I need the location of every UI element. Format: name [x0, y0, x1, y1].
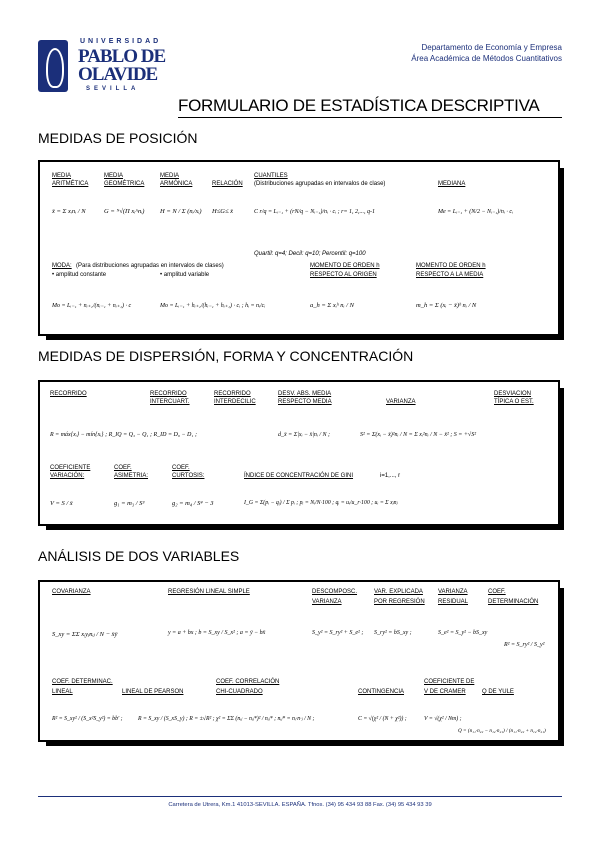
- formula-moda-variable: Mo = Lᵢ₋₁ + hᵢ₊₁/(hᵢ₋₁ + hᵢ₊₁) · cᵢ ; hᵢ = nᵢ/cᵢ: [160, 303, 266, 309]
- formula-chi: χ² = ΣΣ (nᵢⱼ − nᵢⱼ*)² / nᵢⱼ* ; nᵢⱼ* = nᵢ·n·ⱼ / N ;: [216, 716, 315, 722]
- formula-cramer: V = √(χ² / Nm) ;: [424, 716, 462, 722]
- formula-pearson: R = S_xy / (S_xS_y) ; R = ±√R² ;: [138, 716, 215, 722]
- label-moda: MODA:: [52, 263, 72, 269]
- formula-mediana: Me = Lᵢ₋₁ + (N/2 − Nᵢ₋₁)/nᵢ · cᵢ: [438, 209, 513, 215]
- section-heading-dispersion: MEDIDAS DE DISPERSIÓN, FORMA Y CONCENTRACIÓN: [38, 348, 414, 364]
- formula-coef-asim: g₁ = m₃ / S³: [114, 500, 145, 507]
- label-cuantiles: CUANTILES: [254, 173, 288, 179]
- formula-covarianza: S_xy = ΣΣ xᵢyⱼnᵢⱼ / N − x̄ȳ: [52, 631, 118, 638]
- label-coef-det-lin-1: COEF. DETERMINAC.: [52, 679, 113, 685]
- formula-relacion: H≤G≤ x̄: [212, 208, 234, 215]
- label-relacion: RELACIÓN: [212, 181, 243, 187]
- formula-momento-origen: a_h = Σ xᵢʰ nᵢ / N: [310, 302, 354, 309]
- formula-coef-var: V = S / x̄: [50, 500, 73, 507]
- formula-coef-curt: g₂ = m₄ / S⁴ − 3: [172, 500, 214, 507]
- label-coef-det-1: COEF.: [488, 589, 506, 595]
- label-cramer-1: COEFICIENTE DE: [424, 679, 475, 685]
- label-coef-det-2: DETERMINACIÓN: [488, 599, 539, 605]
- label-coef-var-1: COEFICIENTE: [50, 465, 91, 471]
- footer-address: Carretera de Utrera, Km.1 41013-SEVILLA. ESPAÑA. Tfnos. (34) 95 434 93 88 Fax. (34) 95 434 93 39: [168, 802, 432, 808]
- label-desv-media-2: RESPECTO MEDIA: [278, 399, 332, 405]
- label-gini: ÍNDICE DE CONCENTRACIÓN DE GINI: [244, 473, 354, 479]
- label-yule: Q DE YULE: [482, 689, 514, 695]
- formula-contingencia: C = √(χ² / (N + χ²)) ;: [358, 716, 407, 722]
- formula-media-armonica: H = N / Σ (nᵢ/xᵢ): [160, 208, 202, 215]
- label-rec-interdecil-1: RECORRIDO: [214, 391, 251, 397]
- formula-media-aritmetica: x̄ = Σ xᵢnᵢ / N: [52, 208, 86, 215]
- label-descompos-2: VARIANZA: [312, 599, 342, 605]
- formula-var-resid: S_e² = S_y² − bS_xy: [438, 630, 488, 636]
- label-media-armonica-2: ARMÓNICA: [160, 181, 193, 187]
- university-logo: [38, 36, 188, 94]
- label-covarianza: COVARIANZA: [52, 589, 91, 595]
- formula-recorridos: R = máx{xᵢ} − mín{xᵢ} ; R_IQ = Q₃ − Q₁ ; R_ID = D₉ − D₁ ;: [50, 432, 197, 438]
- label-momento-media-2: RESPECTO A LA MEDIA: [416, 272, 484, 278]
- label-momento-media-1: MOMENTO DE ORDEN h: [416, 263, 486, 269]
- formula-var-expl: S_ry² = bS_xy ;: [374, 630, 412, 636]
- label-coef-corr-2: CHI-CUADRADO: [216, 689, 263, 695]
- label-var-expl-1: VAR. EXPLICADA: [374, 589, 423, 595]
- label-momento-origen-1: MOMENTO DE ORDEN h: [310, 263, 380, 269]
- logo-name-line1: PABLO DE: [78, 46, 166, 67]
- label-descompos-1: DESCOMPOSC.: [312, 589, 358, 595]
- label-coef-curt-1: COEF.: [172, 465, 190, 471]
- label-recorrido: RECORRIDO: [50, 391, 87, 397]
- label-regresion: REGRESIÓN LINEAL SIMPLE: [168, 589, 250, 595]
- formula-moda-constante: Mo = Lᵢ₋₁ + nᵢ₊₁/(nᵢ₋₁ + nᵢ₊₁) · c: [52, 303, 132, 309]
- formula-det-lineal: R² = S_xy² / (S_x²S_y²) = bb' ;: [52, 716, 123, 722]
- formula-yule: Q = (n₁₁·n₂₂ − n₁₂·n₂₁) / (n₁₁·n₂₂ + n₁₂·n₂₁): [458, 728, 546, 734]
- section-heading-dos-variables: ANÁLISIS DE DOS VARIABLES: [38, 548, 240, 564]
- formula-media-geometrica: G = ᴺ√(Π xᵢ^nᵢ): [104, 208, 145, 215]
- label-rec-intercuart-2: INTERCUART.: [150, 399, 190, 405]
- label-coef-asim-1: COEF.: [114, 465, 132, 471]
- label-media-aritmetica-2: ARITMÉTICA: [52, 181, 89, 187]
- formula-regresion: y = a + bx ; b = S_xy / S_x² ; a = ȳ − bx̄: [168, 630, 266, 636]
- label-coef-corr-1: COEF. CORRELACIÓN: [216, 679, 280, 685]
- label-var-expl-2: POR REGRESIÓN: [374, 599, 425, 605]
- label-var-resid-2: RESIDUAL: [438, 599, 469, 605]
- label-coef-asim-2: ASIMETRIA:: [114, 473, 149, 479]
- label-desviacion-2: TÍPICA O EST.: [494, 399, 534, 405]
- label-coef-det-lin-2: LINEAL: [52, 689, 73, 695]
- page-title: FORMULARIO DE ESTADÍSTICA DESCRIPTIVA: [178, 96, 540, 115]
- area-name: Área Académica de Métodos Cuantitativos: [411, 54, 562, 63]
- label-coef-var-2: VARIACIÓN:: [50, 473, 85, 479]
- label-desv-media-1: DESV. ABS. MEDIA: [278, 391, 332, 397]
- label-cramer-2: V DE CRAMER: [424, 689, 466, 695]
- formula-varianza: S² = Σ(xᵢ − x̄)²nᵢ / N = Σ xᵢ²nᵢ / N − x̄² ; S = +√S²: [360, 432, 476, 438]
- label-var-resid-1: VARIANZA: [438, 589, 468, 595]
- department-block: [411, 42, 562, 64]
- label-mediana: MEDIANA: [438, 181, 466, 187]
- logo-name-line2: OLAVIDE: [78, 64, 158, 85]
- formula-cuantil: C r/q = Lᵢ₋₁ + (rN/q − Nᵢ₋₁)/nᵢ · cᵢ ; r= 1, 2,..., q-1: [254, 209, 376, 215]
- label-gini-range: i=1,..., r: [380, 473, 401, 479]
- dispersion-box: [38, 380, 560, 526]
- logo-city: SEVILLA: [86, 86, 140, 92]
- formula-momento-media: m_h = Σ (xᵢ − x̄)ʰ nᵢ / N: [416, 302, 477, 309]
- logo-emblem-icon: [38, 40, 68, 92]
- title-underline: [178, 117, 562, 118]
- label-media-geometrica-2: GEOMÉTRICA: [104, 181, 145, 187]
- footer-divider: [38, 796, 562, 797]
- posicion-box: [38, 160, 560, 336]
- dos-variables-box: [38, 580, 560, 742]
- department-name: Departamento de Economía y Empresa: [421, 43, 562, 52]
- formula-coef-det: R² = S_ry² / S_y²: [504, 642, 545, 648]
- quartil-note: Quartil: q=4; Decil: q=10; Percentil: q=100: [254, 251, 366, 257]
- label-media-geometrica-1: MEDIA: [104, 173, 124, 179]
- label-amplitud-constante: • amplitud constante: [52, 272, 107, 278]
- formula-descompos: S_y² = S_ry² + S_e² ;: [312, 630, 364, 636]
- label-media-aritmetica-1: MEDIA: [52, 173, 72, 179]
- logo-university: UNIVERSIDAD: [80, 38, 162, 45]
- formula-gini: I_G = Σ(pᵢ − qᵢ) / Σ pᵢ ; pᵢ = Nᵢ/N·100 ; qᵢ = uᵢ/u_r·100 ; uᵢ = Σ xⱼnⱼ: [244, 500, 398, 506]
- label-amplitud-variable: • amplitud variable: [160, 272, 210, 278]
- label-coef-curt-2: CURTOSIS:: [172, 473, 205, 479]
- label-rec-interdecil-2: INTERDECILIC: [214, 399, 256, 405]
- label-desviacion-1: DESVIACION: [494, 391, 532, 397]
- label-contingencia: CONTINGENCIA: [358, 689, 405, 695]
- label-moda-note: (Para distribuciones agrupadas en intervalos de clases): [76, 263, 224, 269]
- label-rec-intercuart-1: RECORRIDO: [150, 391, 187, 397]
- label-pearson: LINEAL DE PEARSON: [122, 689, 184, 695]
- formula-desv-media: d_x̄ = Σ|xᵢ − x̄|nᵢ / N ;: [278, 432, 331, 438]
- section-heading-posicion: MEDIDAS DE POSICIÓN: [38, 130, 198, 146]
- label-varianza: VARIANZA: [386, 399, 416, 405]
- label-momento-origen-2: RESPECTO AL ORIGEN: [310, 272, 377, 278]
- label-media-armonica-1: MEDIA: [160, 173, 180, 179]
- label-cuantiles-note: (Distribuciones agrupadas en intervalos de clase): [254, 181, 386, 187]
